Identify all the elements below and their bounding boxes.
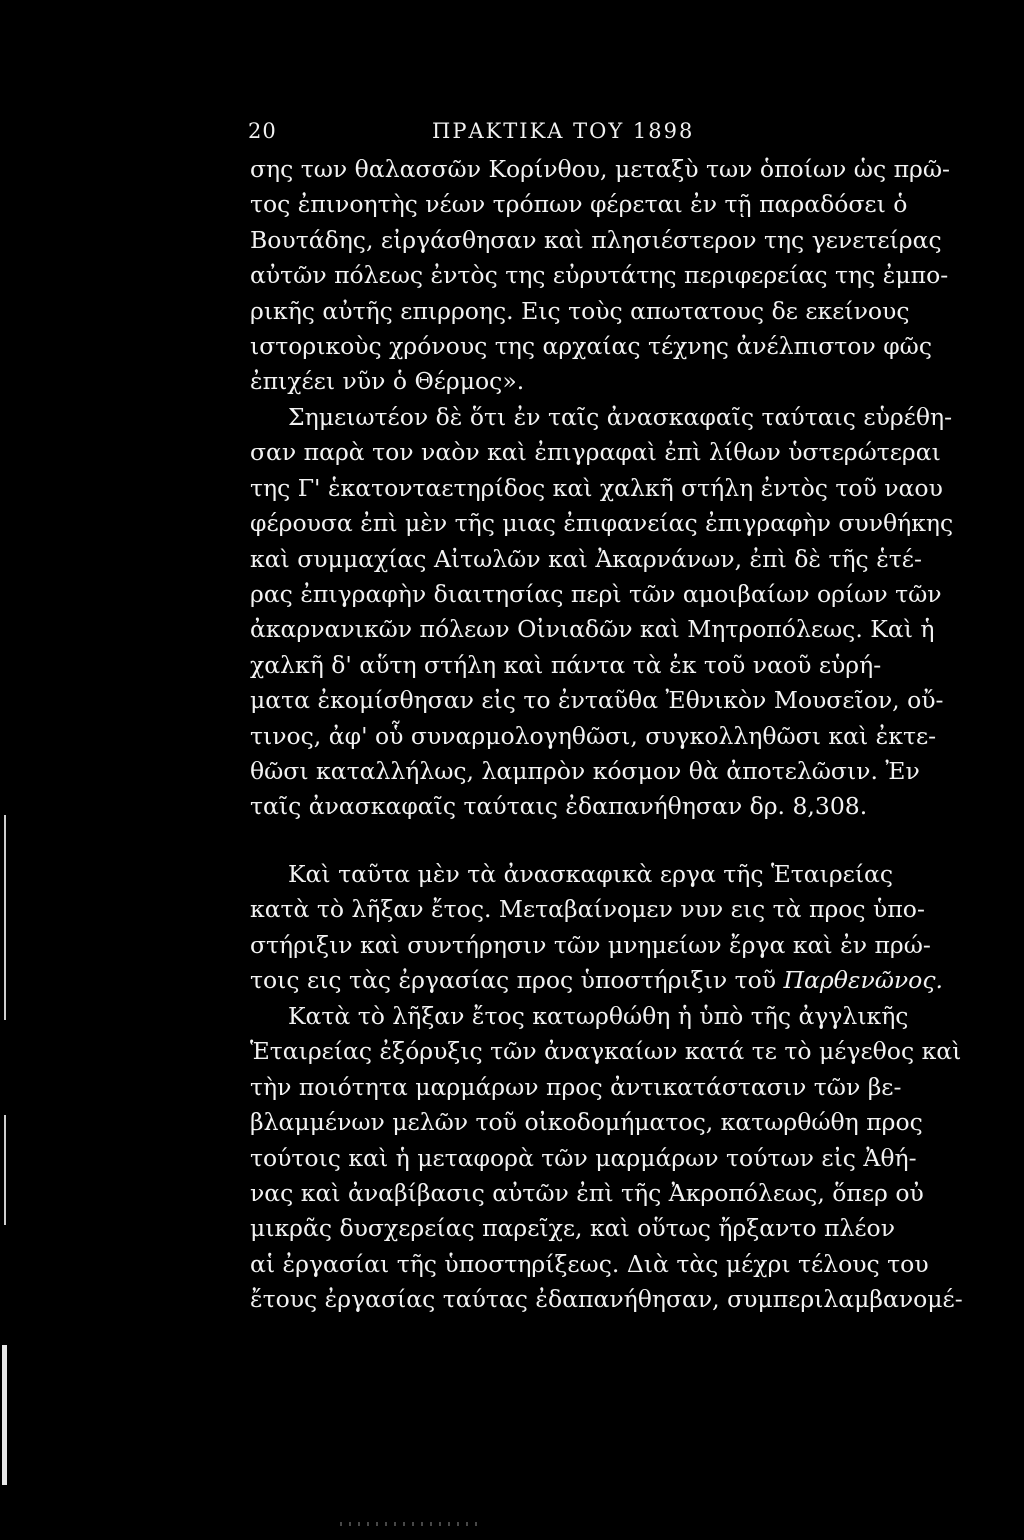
text-line: Σημειωτέον δὲ ὅτι ἐν ταῖς ἀνασκαφαῖς ταύταις εὑρέθη-	[288, 403, 953, 431]
text-line: Κατὰ τὸ λῆξαν ἔτος κατωρθώθη ἡ ὑπὸ τῆς ἀγγλικῆς	[288, 1002, 909, 1030]
text-line: μικρᾶς δυσχερείας παρεῖχε, καὶ οὕτως ἤρξαντο πλέον	[250, 1214, 895, 1243]
paragraph-4	[250, 999, 963, 1318]
text-line: τος ἐπινοητὴς νέων τρόπων φέρεται ἐν τῇ παραδόσει ὁ	[250, 190, 908, 219]
edge-rule	[4, 815, 6, 1020]
text-line: θῶσι καταλλήλως, λαμπρὸν κόσμον θὰ ἀποτελῶσιν. Ἐν	[250, 756, 920, 785]
text-run: τοις εις τὰς ἐργασίας προς ὑποστήριξιν τοῦ	[250, 966, 784, 995]
text-line: χαλκῆ δ' αὕτη στήλη καὶ πάντα τὰ ἐκ τοῦ ναοῦ εὑρή-	[250, 650, 882, 679]
scan-speckles	[340, 1522, 480, 1526]
text-line: της Γ' ἑκατονταετηρίδος καὶ χαλκῆ στήλη ἐντὸς τοῦ ναου	[250, 473, 943, 502]
binding-edge-marks	[2, 815, 10, 1485]
text-line: ρικῆς αὐτῆς επιρροης. Εις τοὺς απωτατους δε εκείνους	[250, 296, 910, 325]
italic-word: Παρθενῶνος.	[783, 966, 943, 995]
text-line: Βουτάδης, εἰργάσθησαν καὶ πλησιέστερον της γενετείρας	[250, 225, 942, 254]
text-line: βλαμμένων μελῶν τοῦ οἰκοδομήματος, κατωρθώθη προς	[250, 1108, 923, 1137]
text-line: αὐτῶν πόλεως ἐντὸς της εὐρυτάτης περιφερείας της ἐμπο-	[250, 261, 949, 290]
text-line: καὶ συμμαχίας Αἰτωλῶν καὶ Ἀκαρνάνων, ἐπὶ δὲ τῆς ἑτέ-	[250, 544, 922, 573]
text-line: στήριξιν καὶ συντήρησιν τῶν μνημείων ἔργα καὶ ἐν πρώ-	[250, 930, 931, 959]
paragraph-1	[250, 152, 950, 400]
text-line: αἱ ἐργασίαι τῆς ὑποστηρίξεως. Διὰ τὰς μέχρι τέλους του	[250, 1249, 929, 1278]
paragraph-3	[250, 857, 943, 999]
text-line: ἐπιχέει νῦν ὁ Θέρμος».	[250, 367, 525, 396]
text-line: Ἑταιρείας ἐξόρυξις τῶν ἀναγκαίων κατά τε τὸ μέγεθος καὶ	[250, 1037, 962, 1066]
page-number: 20	[248, 119, 277, 143]
text-line: σης των θαλασσῶν Κορίνθου, μεταξὺ των ὁποίων ὡς πρῶ-	[250, 155, 950, 183]
edge-rule	[2, 1345, 7, 1485]
text-line: κατὰ τὸ λῆξαν ἔτος. Μεταβαίνομεν νυν εις τὰ προς ὑπο-	[250, 895, 925, 924]
text-line: ρας ἐπιγραφὴν διαιτησίας περὶ τῶν αμοιβαίων ορίων τῶν	[250, 579, 942, 608]
text-line: τούτοις καὶ ἡ μεταφορὰ τῶν μαρμάρων τούτων εἰς Ἀθή-	[250, 1143, 917, 1172]
text-line: φέρουσα ἐπὶ μὲν τῆς μιας ἐπιφανείας ἐπιγραφὴν συνθήκης	[250, 509, 954, 538]
text-line: Καὶ ταῦτα μὲν τὰ ἀνασκαφικὰ εργα τῆς Ἑταιρείας	[288, 860, 894, 888]
text-line	[250, 963, 943, 998]
text-line: ταῖς ἀνασκαφαῖς ταύταις ἐδαπανήθησαν δρ. 8,308.	[250, 792, 868, 821]
text-line: ἔτους ἐργασίας ταύτας ἐδαπανήθησαν, συμπεριλαμβανομέ-	[250, 1285, 963, 1314]
running-title: ΠΡΑΚΤΙΚΑ ΤΟΥ 1898	[432, 119, 695, 143]
text-line: νας καὶ ἀναβίβασις αὐτῶν ἐπὶ τῆς Ἀκροπόλεως, ὅπερ οὐ	[250, 1178, 924, 1207]
edge-rule	[4, 1115, 6, 1225]
text-line: ματα ἐκομίσθησαν εἰς το ἐνταῦθα Ἐθνικὸν Μουσεῖον, οὔ-	[250, 686, 944, 715]
page-header	[248, 119, 898, 149]
text-line: τὴν ποιότητα μαρμάρων προς ἀντικατάστασιν τῶν βε-	[250, 1072, 902, 1101]
text-line: σαν παρὰ τον ναὸν καὶ ἐπιγραφαὶ ἐπὶ λίθων ὑστερώτεραι	[250, 438, 941, 467]
text-line: ιστορικοὺς χρόνους της αρχαίας τέχνης ἀνέλπιστον φῶς	[250, 331, 932, 360]
text-line: ἀκαρνανικῶν πόλεων Οἰνιαδῶν καὶ Μητροπόλεως. Καὶ ἡ	[250, 615, 935, 644]
text-line: τινος, ἀφ' οὗ συναρμολογηθῶσι, συγκολληθῶσι καὶ ἐκτε-	[250, 721, 937, 750]
paragraph-2	[250, 400, 954, 825]
